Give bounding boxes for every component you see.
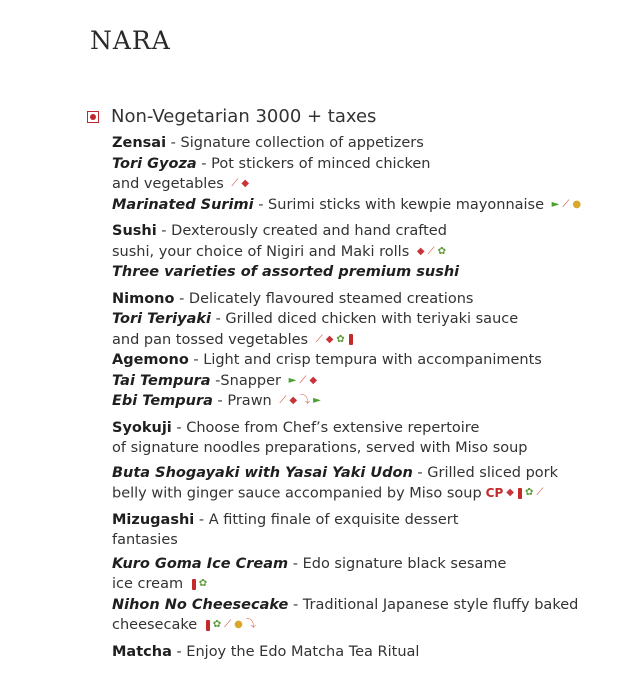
dish-ebi-tempura: Ebi Tempura - Prawn ⟋ ◆ ⤵ ► [112,393,321,409]
non-veg-icon [87,111,99,123]
course-syokuji: Syokuji - Choose from Chef’s extensive repertoire [112,419,480,436]
sprig-icon: ✿ [336,333,345,345]
section-header [87,106,376,127]
dish-buta-shogayaki-cont: belly with ginger sauce accompanied by Miso soup CP ◆ ✿ ⟋ [112,485,544,502]
meat-icon: ◆ [506,487,514,499]
course-sushi-cont: sushi, your choice of Nigiri and Maki rolls ◆ ⟋ ✿ [112,243,446,260]
shrimp-icon: ⤵ [245,619,256,631]
dairy-icon [518,488,522,499]
cp-badge: CP [485,486,504,500]
fish-icon: ► [288,374,297,386]
dish-buta-shogayaki: Buta Shogayaki with Yasai Yaki Udon - Grilled sliced pork [112,464,559,481]
dish-tori-teriyaki: Tori Teriyaki - Grilled diced chicken with teriyaki sauce [112,311,519,327]
dish-kuro-goma-cont: ice cream ✿ [112,576,208,593]
course-mizugashi: Mizugashi - A fitting finale of exquisite dessert [112,511,459,528]
dish-nihon-cheesecake: Nihon No Cheesecake - Traditional Japanese style fluffy baked [112,596,579,613]
sprig-icon: ✿ [212,619,222,631]
sprig-icon: ✿ [437,245,446,257]
meat-icon: ◆ [416,245,425,257]
meat-icon: ◆ [241,178,250,189]
section-title: Non-Vegetarian 3000 + taxes [111,106,377,127]
sprig-icon: ✿ [198,578,208,590]
menu-content [112,133,632,662]
dairy-icon [349,334,353,345]
course-nimono: Nimono - Delicately flavoured steamed creations [112,290,474,307]
dish-sushi-varieties: Three varieties of assorted premium sushi [112,264,460,280]
course-syokuji-cont: of signature noodles preparations, served with Miso soup [112,440,528,456]
egg-icon: ● [572,198,582,210]
chili-icon: ⟋ [224,619,232,631]
course-mizugashi-cont: fantasies [112,532,178,549]
shrimp-icon: ⤵ [300,395,311,406]
sprig-icon: ✿ [524,487,534,499]
meat-icon: ◆ [325,333,334,345]
dish-tai-tempura: Tai Tempura -Snapper ► ⟋ ◆ [112,372,318,389]
dish-nihon-cheesecake-cont: cheesecake ✿ ⟋ ● ⤵ [112,617,256,634]
chili-icon: ⟋ [279,395,287,406]
dairy-icon [206,620,210,631]
dish-tori-gyoza: Tori Gyoza - Pot stickers of minced chicken [112,155,431,172]
dish-tori-teriyaki-cont: and pan tossed vegetables ⟋ ◆ ✿ [112,330,632,351]
dish-kuro-goma: Kuro Goma Ice Cream - Edo signature black sesame [112,555,507,572]
chili-icon: ⟋ [231,178,239,189]
chili-icon: ⟋ [299,374,307,386]
course-matcha: Matcha - Enjoy the Edo Matcha Tea Ritual [112,643,420,660]
course-agemono: Agemono - Light and crisp tempura with accompaniments [112,352,542,368]
meat-icon: ◆ [289,395,298,406]
fish-icon: ► [551,198,560,210]
restaurant-title: NARA [90,26,171,55]
course-sushi: Sushi - Dexterously created and hand crafted [112,223,447,239]
course-zensai: Zensai - Signature collection of appetizers [112,135,424,151]
fish-icon: ► [313,395,321,406]
dairy-icon [192,579,196,590]
dish-tori-gyoza-cont: and vegetables ⟋ ◆ [112,176,250,192]
dish-surimi: Marinated Surimi - Surimi sticks with kewpie mayonnaise ► ⟋ ● [112,196,582,213]
chili-icon: ⟋ [427,245,435,257]
chili-icon: ⟋ [562,198,570,210]
egg-icon: ● [234,619,243,631]
chili-icon: ⟋ [315,333,323,345]
chili-icon: ⟋ [536,487,544,499]
meat-icon: ◆ [309,374,318,386]
